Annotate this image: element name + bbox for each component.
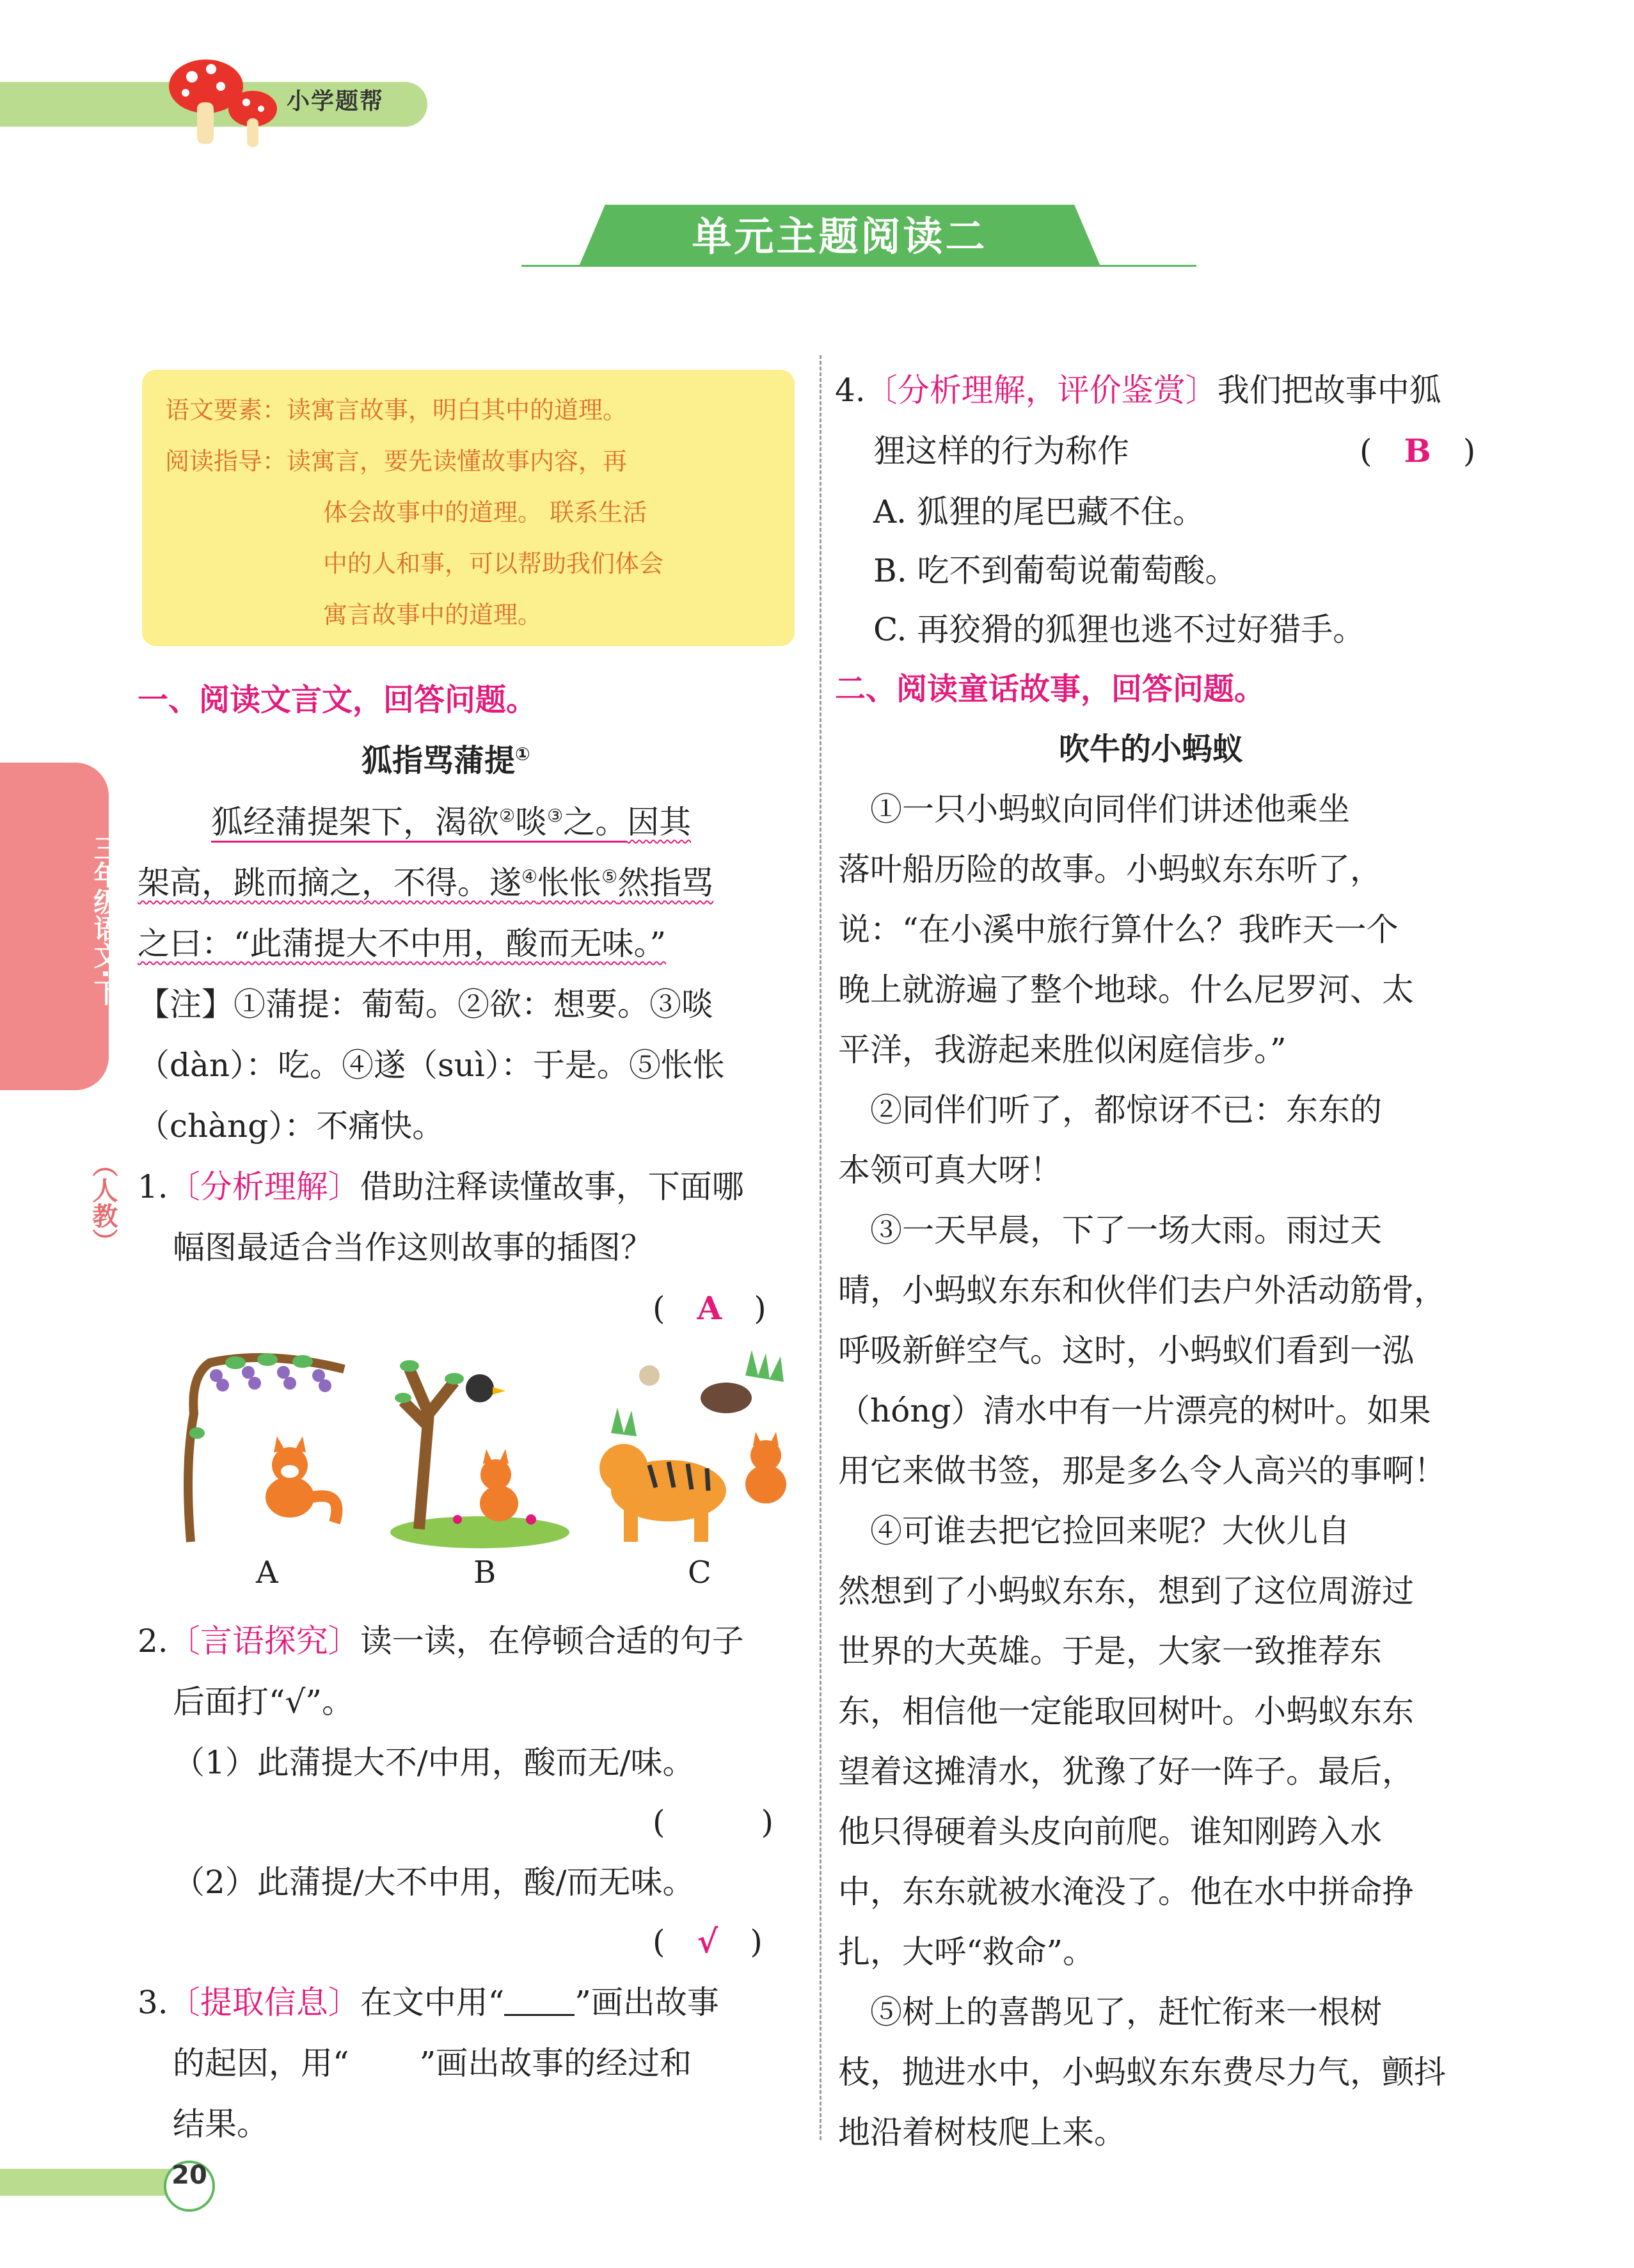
- note-mark: ⑤: [601, 866, 618, 887]
- question-number: 1.: [138, 1168, 168, 1205]
- question-1: [138, 1161, 744, 1207]
- text-span: 怅怅: [537, 864, 602, 901]
- text-span: 然指骂: [617, 864, 714, 901]
- option-b: B. 吃不到葡萄说葡萄酸。: [873, 552, 1237, 589]
- question-text: 借助注释读懂故事，下面哪: [360, 1168, 744, 1205]
- column-divider: [820, 355, 821, 2140]
- option-c: C. 再狡猾的狐狸也逃不过好猎手。: [873, 611, 1365, 648]
- question-text: [173, 2038, 692, 2084]
- illustration-label: A: [256, 1555, 278, 1590]
- question-text-span: 的起因，用“: [173, 2045, 349, 2082]
- tips-line: 阅读指导：读寓言，要先读懂故事内容，再: [165, 447, 628, 475]
- story-line: 晴，小蚂蚁东东和伙伴们去户外活动筋骨，: [838, 1272, 1446, 1309]
- question-number: 4.: [835, 372, 866, 409]
- story-line: （hóng）清水中有一片漂亮的树叶。如果: [838, 1392, 1431, 1429]
- story-line: 然想到了小蚂蚁东东，想到了这位周游过: [838, 1573, 1414, 1610]
- note-line: 【注】①蒲提：葡萄。②欲：想要。③啖: [138, 986, 713, 1023]
- illustration-label: B: [473, 1555, 496, 1590]
- page-title: 单元主题阅读二: [692, 213, 988, 260]
- story-line: 东，相信他一定能取回树叶。小蚂蚁东东: [838, 1693, 1414, 1730]
- question-text: 在文中用“: [360, 1984, 505, 2021]
- story-line: 用它来做书签，那是多么令人高兴的事啊！: [838, 1452, 1446, 1489]
- option-2: （2）此蒲提/大不中用，酸/而无味。: [173, 1864, 695, 1901]
- text-span: 遂: [489, 864, 521, 901]
- illustration-b-tree-crow-fox: [384, 1337, 576, 1548]
- wavy-line-blank: [349, 2056, 420, 2075]
- story-line: 中，东东就被水淹没了。他在水中拼命挣: [838, 1873, 1414, 1910]
- story-line: 地沿着树枝爬上来。: [838, 2114, 1126, 2151]
- question-text: ”画出故事: [575, 1984, 719, 2021]
- start-underline: [211, 804, 627, 843]
- illustration-c-tiger-animals: [598, 1337, 797, 1548]
- question-text: 幅图最适合当作这则故事的插图？: [173, 1229, 653, 1266]
- answer-value: B: [1404, 432, 1431, 470]
- grade-label: [69, 800, 122, 1014]
- note-line: （chàng）：不痛快。: [138, 1107, 445, 1145]
- question-text: 读一读，在停顿合适的句子: [360, 1622, 744, 1660]
- result-underline: [489, 864, 713, 901]
- tips-line: 寓言故事中的道理。: [323, 601, 543, 629]
- story-line: ⑤树上的喜鹊见了，赶忙衔来一根树: [838, 1994, 1382, 2031]
- story-line: 本领可真大呀！: [838, 1152, 1062, 1189]
- answer-bracket: ( ): [653, 1804, 774, 1841]
- question-tag: 〔提取信息〕: [168, 1984, 360, 2021]
- answer-bracket: ( √ ): [653, 1923, 763, 1960]
- note-mark: ④: [521, 866, 538, 887]
- question-text: 狸这样的行为称作: [873, 432, 1129, 470]
- text-span: 啖: [515, 804, 548, 841]
- story-line: 说：“在小溪中旅行算什么？我昨天一个: [838, 911, 1399, 948]
- question-2: [138, 1615, 744, 1661]
- story-line: 他只得硬着头皮向前爬。谁知刚跨入水: [838, 1813, 1382, 1850]
- tips-line: 体会故事中的道理。 联系生活: [323, 498, 647, 527]
- question-tag: 〔分析理解，评价鉴赏〕: [865, 372, 1218, 409]
- note-line: （dàn）：吃。④遂（suì）：于是。⑤怅怅: [138, 1047, 725, 1084]
- note-mark: ②: [499, 805, 516, 827]
- question-3: [138, 1977, 719, 2023]
- text-line: [138, 918, 666, 964]
- footer-band: [0, 2169, 187, 2196]
- tips-line: 语文要素：读寓言故事，明白其中的道理。: [165, 396, 628, 424]
- option-a: A. 狐狸的尾巴藏不住。: [873, 493, 1205, 530]
- story-line: 望着这摊清水，犹豫了好一阵子。最后，: [838, 1753, 1414, 1790]
- story-line: 落叶船历险的故事。小蚂蚁东东听了，: [838, 851, 1382, 888]
- process-underline: 架高，跳而摘之，不得。: [138, 864, 489, 901]
- question-text-span: ”画出故事的经过和: [419, 2045, 692, 2082]
- story-line: ③一天早晨，下了一场大雨。雨过天: [838, 1212, 1382, 1249]
- story-line: 枝，抛进水中，小蚂蚁东东费尽力气，颤抖: [838, 2054, 1446, 2091]
- result-underline: 之曰：“此蒲提大不中用，酸而无味。”: [138, 925, 667, 962]
- question-number: 3.: [138, 1984, 168, 2021]
- story-line: 世界的大英雄。于是，大家一致推荐东: [838, 1633, 1382, 1670]
- story-line: ①一只小蚂蚁向同伴们讲述他乘坐: [838, 791, 1350, 828]
- text-span: 狐经蒲提架下，渴欲: [211, 804, 499, 841]
- article1-title-note: ①: [515, 743, 530, 765]
- story-line: ④可谁去把它捡回来呢？大伙儿自: [838, 1512, 1350, 1550]
- note-mark: ③: [547, 805, 564, 827]
- story-line: 晚上就游遍了整个地球。什么尼罗河、太: [838, 971, 1414, 1008]
- section2-heading: 二、阅读童话故事，回答问题。: [835, 671, 1265, 707]
- process-underline: 因其: [627, 804, 692, 841]
- question-tag: 〔言语探究〕: [168, 1622, 360, 1660]
- article2-title: 吹牛的小蚂蚁: [1059, 731, 1244, 767]
- story-line: 呼吸新鲜空气。这时，小蚂蚁们看到一泓: [838, 1332, 1414, 1369]
- option-1: （1）此蒲提大不/中用，酸而无/味。: [173, 1744, 695, 1781]
- grade-text: 三年级语文·下: [90, 834, 122, 1006]
- question-tag: 〔分析理解〕: [168, 1168, 360, 1205]
- answer-bracket: ( B ): [1360, 432, 1476, 470]
- edition-label: [69, 1120, 118, 1262]
- brand-label: 小学题帮: [287, 88, 385, 115]
- answer-value: A: [697, 1289, 722, 1327]
- text-line: [211, 797, 691, 843]
- article1-title-text: 狐指骂蒲提: [361, 743, 516, 779]
- mushroom-icon: [160, 51, 288, 154]
- question-text: 后面打“√”。: [173, 1683, 354, 1720]
- text-span: 之。: [563, 804, 628, 841]
- story-line: ②同伴们听了，都惊讶不已：东东的: [838, 1091, 1382, 1129]
- answer-value: √: [697, 1923, 718, 1960]
- question-text: 结果。: [173, 2105, 269, 2143]
- illustration-label: C: [688, 1555, 711, 1590]
- illustration-a-grapevine-fox: [171, 1337, 357, 1548]
- straight-line-blank: [504, 1995, 575, 2016]
- article1-title: [361, 736, 530, 780]
- answer-bracket: ( A ): [653, 1289, 766, 1327]
- story-line: 平洋，我游起来胜似闲庭信步。”: [838, 1031, 1287, 1068]
- question-number: 2.: [138, 1622, 168, 1660]
- section1-heading: 一、阅读文言文，回答问题。: [138, 682, 537, 718]
- edition-text: （人教）: [88, 1152, 118, 1254]
- text-line: [138, 857, 713, 903]
- question-text: 我们把故事中狐: [1217, 372, 1441, 409]
- tips-line: 中的人和事，可以帮助我们体会: [323, 550, 664, 578]
- story-line: 扎，大呼“救命”。: [838, 1933, 1095, 1971]
- question-4: [835, 365, 1441, 411]
- page-number: 20: [171, 2161, 207, 2190]
